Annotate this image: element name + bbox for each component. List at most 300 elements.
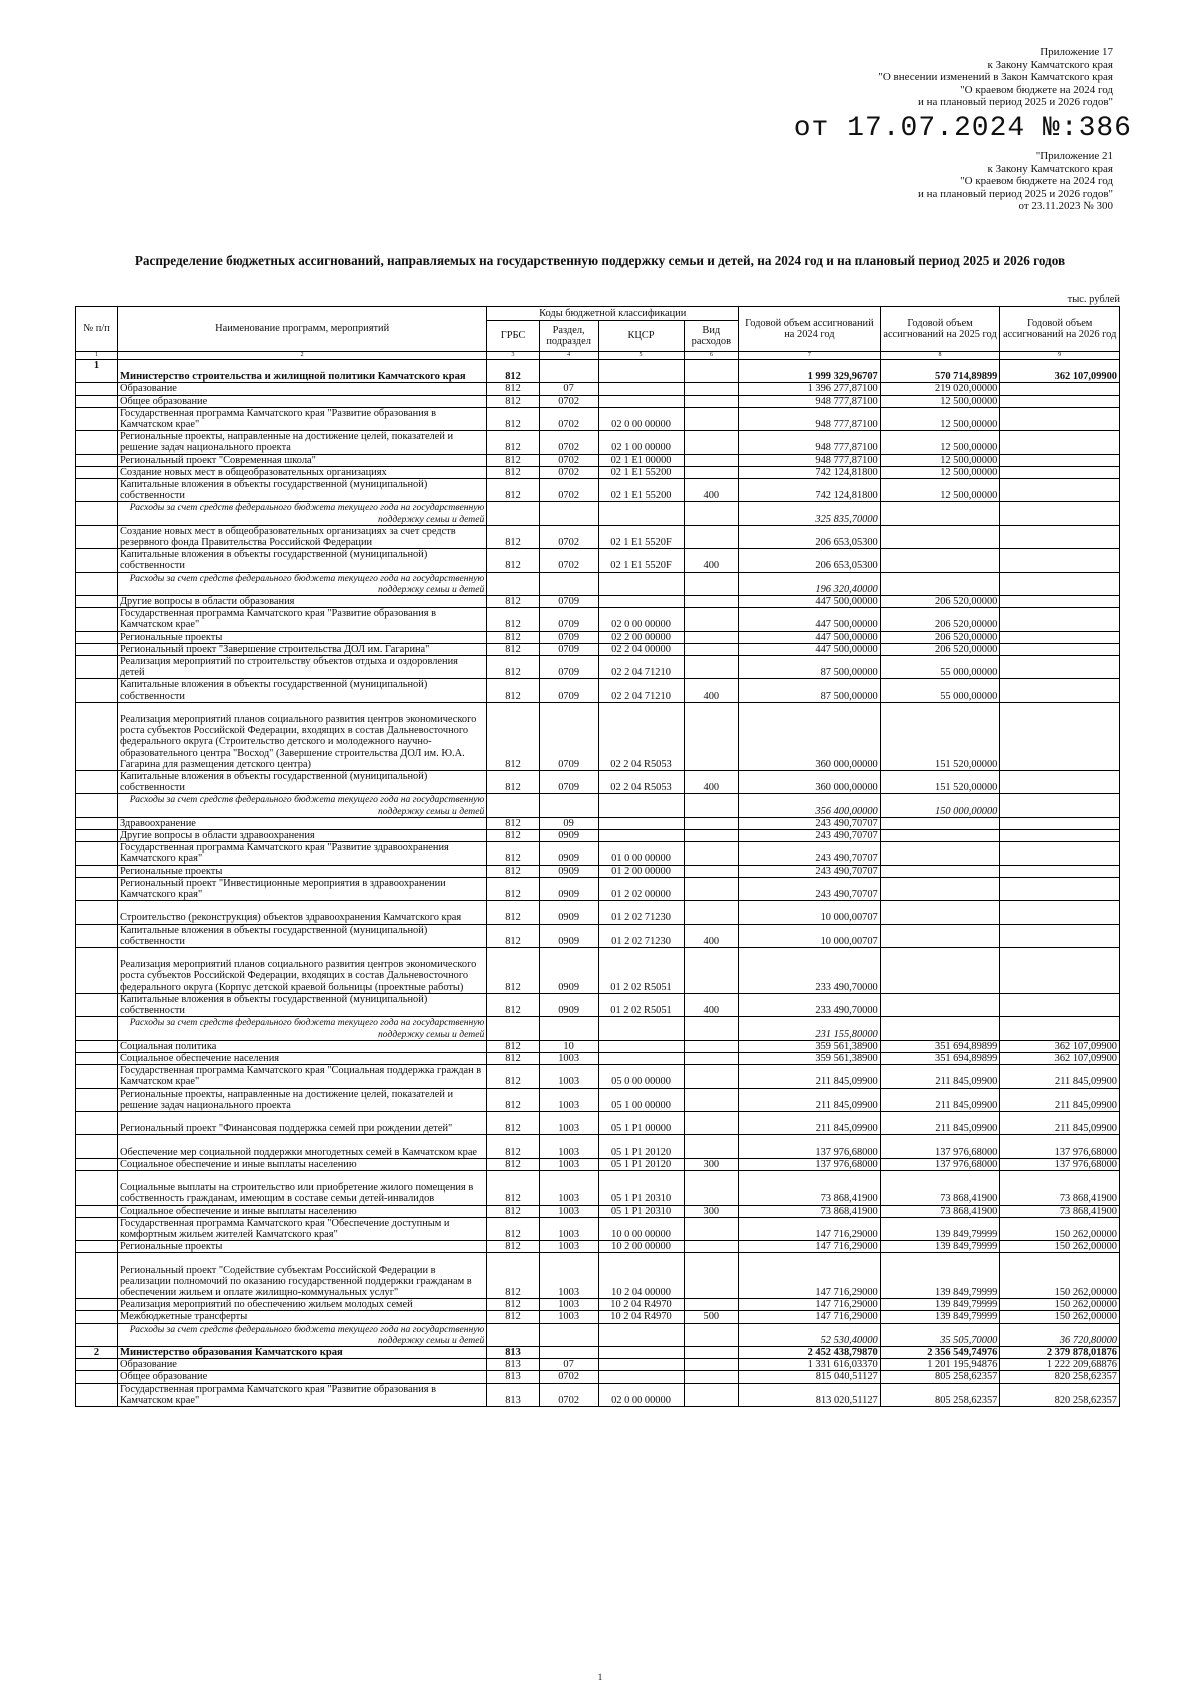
amount-2024: 742 124,81800 [739, 479, 881, 502]
row-num [76, 830, 118, 842]
grbs-cell: 812 [487, 549, 539, 572]
table-row [76, 1217, 1120, 1240]
kcsr-cell: 02 0 00 00000 [598, 1383, 684, 1406]
grbs-cell [487, 572, 539, 595]
razdel-cell: 1003 [539, 1205, 598, 1217]
kcsr-cell: 10 2 04 00000 [598, 1253, 684, 1299]
row-num [76, 1311, 118, 1323]
row-num [76, 608, 118, 631]
row-name: Региональный проект "Инвестиционные мероприятия в здравоохранении Камчатского края" [117, 877, 486, 900]
amount-2024: 10 000,00707 [739, 901, 881, 924]
amount-2025: 219 020,00000 [880, 383, 1000, 395]
row-num [76, 817, 118, 829]
appendix-header-bottom [918, 150, 1113, 213]
kcsr-cell: 05 1 Р1 20310 [598, 1205, 684, 1217]
grbs-cell: 812 [487, 679, 539, 702]
amount-2025: 139 849,79999 [880, 1217, 1000, 1240]
amount-2026: 137 976,68000 [1000, 1158, 1120, 1170]
amount-2026: 73 868,41900 [1000, 1170, 1120, 1205]
razdel-cell: 1003 [539, 1088, 598, 1111]
amount-2024: 360 000,00000 [739, 771, 881, 794]
amount-2025 [880, 877, 1000, 900]
row-num [76, 702, 118, 770]
amount-2026 [1000, 383, 1120, 395]
amount-2024: 137 976,68000 [739, 1158, 881, 1170]
razdel-cell: 0709 [539, 771, 598, 794]
amount-2024: 243 490,70707 [739, 842, 881, 865]
vid-cell [684, 1241, 739, 1253]
amount-2026: 820 258,62357 [1000, 1383, 1120, 1406]
razdel-cell: 1003 [539, 1111, 598, 1134]
row-num [76, 865, 118, 877]
kcsr-cell: 02 0 00 00000 [598, 608, 684, 631]
amount-2025: 137 976,68000 [880, 1158, 1000, 1170]
col-vid-header: Вид расходов [684, 321, 739, 352]
amount-2026 [1000, 830, 1120, 842]
grbs-cell: 812 [487, 1135, 539, 1158]
amount-2026: 150 262,00000 [1000, 1253, 1120, 1299]
amount-2026 [1000, 407, 1120, 430]
razdel-cell: 0709 [539, 643, 598, 655]
kcsr-cell: 05 1 Р1 20310 [598, 1170, 684, 1205]
amount-2024: 948 777,87100 [739, 407, 881, 430]
row-name: Региональный проект "Содействие субъектам Российской Федерации в реализации полномочий по оказанию государственной поддержки гражданам в обеспечении жильем и оплате жилищно-коммунальных услуг" [117, 1253, 486, 1299]
grbs-cell [487, 1017, 539, 1040]
column-index: 3 [487, 352, 539, 360]
row-name: Региональные проекты, направленные на достижение целей, показателей и решение задач национального проекта [117, 1088, 486, 1111]
vid-cell [684, 1217, 739, 1240]
row-num [76, 877, 118, 900]
grbs-cell: 812 [487, 1311, 539, 1323]
amount-2025: 150 000,00000 [880, 794, 1000, 817]
grbs-cell: 812 [487, 656, 539, 679]
razdel-cell: 1003 [539, 1253, 598, 1299]
table-row [76, 383, 1120, 395]
grbs-cell: 812 [487, 466, 539, 478]
row-name: Расходы за счет средств федерального бюджета текущего года на государственную поддержку семьи и детей [117, 794, 486, 817]
razdel-cell: 0709 [539, 608, 598, 631]
kcsr-cell: 02 0 00 00000 [598, 407, 684, 430]
kcsr-cell [598, 1017, 684, 1040]
kcsr-cell: 02 1 Е1 5520F [598, 525, 684, 548]
grbs-cell: 812 [487, 771, 539, 794]
col-grbs-header: ГРБС [487, 321, 539, 352]
amount-2025: 12 500,00000 [880, 454, 1000, 466]
header-line: к Закону Камчатского края [987, 58, 1113, 71]
kcsr-cell: 05 1 Р1 20120 [598, 1158, 684, 1170]
grbs-cell [487, 794, 539, 817]
razdel-cell: 0702 [539, 525, 598, 548]
amount-2025 [880, 1017, 1000, 1040]
vid-cell [684, 877, 739, 900]
razdel-cell: 0702 [539, 479, 598, 502]
table-row [76, 1158, 1120, 1170]
row-num [76, 1052, 118, 1064]
kcsr-cell: 02 1 Е1 55200 [598, 479, 684, 502]
amount-2024: 233 490,70000 [739, 948, 881, 994]
grbs-cell [487, 1323, 539, 1346]
amount-2026: 2 379 878,01876 [1000, 1346, 1120, 1358]
row-num [76, 1111, 118, 1134]
amount-2026 [1000, 901, 1120, 924]
kcsr-cell: 02 1 00 00000 [598, 431, 684, 454]
row-name: Социальное обеспечение и иные выплаты населению [117, 1158, 486, 1170]
table-row [76, 771, 1120, 794]
amount-2024: 206 653,05300 [739, 525, 881, 548]
amount-2025 [880, 993, 1000, 1016]
razdel-cell: 10 [539, 1040, 598, 1052]
amount-2026 [1000, 454, 1120, 466]
amount-2024: 206 653,05300 [739, 549, 881, 572]
vid-cell: 400 [684, 549, 739, 572]
appendix-header-top [878, 46, 1113, 109]
vid-cell [684, 1253, 739, 1299]
table-row [76, 643, 1120, 655]
amount-2024: 147 716,29000 [739, 1253, 881, 1299]
amount-2025 [880, 948, 1000, 994]
header-line: "О внесении изменений в Закон Камчатского края [878, 71, 1113, 83]
federal-note-row [76, 502, 1120, 525]
amount-2026 [1000, 842, 1120, 865]
vid-cell [684, 631, 739, 643]
amount-2025 [880, 830, 1000, 842]
amount-2025: 139 849,79999 [880, 1311, 1000, 1323]
amount-2026 [1000, 679, 1120, 702]
amount-2024: 243 490,70707 [739, 877, 881, 900]
row-name: Капитальные вложения в объекты государственной (муниципальной) собственности [117, 924, 486, 947]
kcsr-cell: 01 0 00 00000 [598, 842, 684, 865]
row-num [76, 656, 118, 679]
kcsr-cell: 02 2 04 71210 [598, 679, 684, 702]
table-row [76, 407, 1120, 430]
budget-table [75, 306, 1120, 1407]
row-name: Региональный проект "Современная школа" [117, 454, 486, 466]
vid-cell [684, 643, 739, 655]
row-num [76, 1040, 118, 1052]
amount-2026: 150 262,00000 [1000, 1311, 1120, 1323]
amount-2025: 570 714,89899 [880, 360, 1000, 383]
kcsr-cell: 05 1 00 00000 [598, 1088, 684, 1111]
razdel-cell: 1003 [539, 1299, 598, 1311]
razdel-cell [539, 572, 598, 595]
table-row [76, 1170, 1120, 1205]
row-name: Общее образование [117, 1371, 486, 1383]
row-num [76, 1170, 118, 1205]
amount-2024: 1 331 616,03370 [739, 1359, 881, 1371]
table-row [76, 1311, 1120, 1323]
header-line: и на плановый период 2025 и 2026 годов" [917, 187, 1113, 200]
amount-2026 [1000, 924, 1120, 947]
row-name: Социальные выплаты на строительство или приобретение жилого помещения в собственность гражданам, имеющим в составе семьи детей-инвалидов [117, 1170, 486, 1205]
ministry-row [76, 1346, 1120, 1358]
razdel-cell: 0702 [539, 454, 598, 466]
amount-2025 [880, 502, 1000, 525]
grbs-cell: 812 [487, 395, 539, 407]
row-num [76, 407, 118, 430]
grbs-cell [487, 502, 539, 525]
vid-cell [684, 1371, 739, 1383]
row-name: Государственная программа Камчатского края "Развитие здравоохранения Камчатского края" [117, 842, 486, 865]
amount-2025: 137 976,68000 [880, 1135, 1000, 1158]
razdel-cell: 0709 [539, 679, 598, 702]
vid-cell [684, 608, 739, 631]
amount-2024: 196 320,40000 [739, 572, 881, 595]
vid-cell [684, 1040, 739, 1052]
amount-2025 [880, 817, 1000, 829]
table-row [76, 924, 1120, 947]
razdel-cell: 0702 [539, 407, 598, 430]
amount-2025: 351 694,89899 [880, 1040, 1000, 1052]
vid-cell [684, 702, 739, 770]
amount-2026 [1000, 431, 1120, 454]
amount-2024: 948 777,87100 [739, 454, 881, 466]
row-num [76, 1135, 118, 1158]
amount-2024: 10 000,00707 [739, 924, 881, 947]
razdel-cell: 0709 [539, 702, 598, 770]
razdel-cell [539, 502, 598, 525]
razdel-cell: 0709 [539, 631, 598, 643]
amount-2025 [880, 924, 1000, 947]
row-num [76, 1383, 118, 1406]
razdel-cell: 1003 [539, 1311, 598, 1323]
table-row [76, 596, 1120, 608]
table-row [76, 1052, 1120, 1064]
razdel-cell: 0702 [539, 466, 598, 478]
grbs-cell: 812 [487, 924, 539, 947]
row-num: 1 [76, 360, 118, 383]
razdel-cell: 1003 [539, 1170, 598, 1205]
razdel-cell: 1003 [539, 1065, 598, 1088]
grbs-cell: 812 [487, 383, 539, 395]
row-num [76, 993, 118, 1016]
amount-2024: 447 500,00000 [739, 608, 881, 631]
amount-2026 [1000, 771, 1120, 794]
table-row [76, 948, 1120, 994]
amount-2026 [1000, 1017, 1120, 1040]
table-row [76, 702, 1120, 770]
table-row [76, 1205, 1120, 1217]
row-num [76, 1241, 118, 1253]
amount-2024: 231 155,80000 [739, 1017, 881, 1040]
vid-cell [684, 1383, 739, 1406]
amount-2026 [1000, 525, 1120, 548]
kcsr-cell: 02 1 Е1 00000 [598, 454, 684, 466]
row-name: Капитальные вложения в объекты государственной (муниципальной) собственности [117, 549, 486, 572]
table-row [76, 679, 1120, 702]
kcsr-cell [598, 572, 684, 595]
row-num [76, 771, 118, 794]
amount-2024: 52 530,40000 [739, 1323, 881, 1346]
row-num [76, 466, 118, 478]
vid-cell [684, 817, 739, 829]
amount-2024: 211 845,09900 [739, 1111, 881, 1134]
row-num [76, 1323, 118, 1346]
row-num [76, 901, 118, 924]
amount-2024: 147 716,29000 [739, 1217, 881, 1240]
amount-2026: 362 107,09900 [1000, 1040, 1120, 1052]
amount-2024: 813 020,51127 [739, 1383, 881, 1406]
amount-2025: 805 258,62357 [880, 1371, 1000, 1383]
amount-2025: 2 356 549,74976 [880, 1346, 1000, 1358]
table-row [76, 901, 1120, 924]
table-row [76, 431, 1120, 454]
table-row [76, 993, 1120, 1016]
table-row [76, 656, 1120, 679]
grbs-cell: 812 [487, 407, 539, 430]
amount-2025: 55 000,00000 [880, 656, 1000, 679]
row-name: Реализация мероприятий планов социального развития центров экономического роста субъектов Российской Федерации, входящих в состав Дальневосточного федерального округа (Корпус детской краевой больницы (проектные работы) [117, 948, 486, 994]
table-row [76, 1371, 1120, 1383]
amount-2025: 206 520,00000 [880, 631, 1000, 643]
kcsr-cell: 10 0 00 00000 [598, 1217, 684, 1240]
table-row [76, 1065, 1120, 1088]
col-num-header: № п/п [76, 307, 118, 352]
amount-2025: 206 520,00000 [880, 596, 1000, 608]
row-num [76, 1253, 118, 1299]
amount-2024: 360 000,00000 [739, 702, 881, 770]
grbs-cell: 812 [487, 993, 539, 1016]
amount-2024: 1 396 277,87100 [739, 383, 881, 395]
grbs-cell: 812 [487, 1253, 539, 1299]
kcsr-cell [598, 502, 684, 525]
table-row [76, 865, 1120, 877]
amount-2025: 206 520,00000 [880, 643, 1000, 655]
vid-cell [684, 1170, 739, 1205]
row-num [76, 1371, 118, 1383]
row-name: Другие вопросы в области здравоохранения [117, 830, 486, 842]
row-name: Межбюджетные трансферты [117, 1311, 486, 1323]
table-row [76, 1111, 1120, 1134]
vid-cell: 400 [684, 479, 739, 502]
razdel-cell [539, 794, 598, 817]
table-row [76, 842, 1120, 865]
table-row [76, 817, 1120, 829]
header-line: "Приложение 21 [1035, 150, 1113, 162]
grbs-cell: 812 [487, 1111, 539, 1134]
amount-2024: 147 716,29000 [739, 1311, 881, 1323]
row-name: Создание новых мест в общеобразовательных организациях за счет средств резервного фонда Правительства Российской Федерации [117, 525, 486, 548]
row-num [76, 794, 118, 817]
table-row [76, 1040, 1120, 1052]
razdel-cell [539, 1323, 598, 1346]
razdel-cell: 1003 [539, 1158, 598, 1170]
column-index: 4 [539, 352, 598, 360]
kcsr-cell: 01 2 00 00000 [598, 865, 684, 877]
column-index-row [76, 352, 1120, 360]
grbs-cell: 813 [487, 1371, 539, 1383]
table-row [76, 549, 1120, 572]
amount-2026: 820 258,62357 [1000, 1371, 1120, 1383]
kcsr-cell: 02 1 Е1 5520F [598, 549, 684, 572]
amount-2026 [1000, 479, 1120, 502]
row-num [76, 572, 118, 595]
column-index: 9 [1000, 352, 1120, 360]
col-2025-header: Годовой объем ассигнований на 2025 год [880, 307, 1000, 352]
grbs-cell: 812 [487, 1241, 539, 1253]
amount-2026: 137 976,68000 [1000, 1135, 1120, 1158]
grbs-cell: 813 [487, 1383, 539, 1406]
kcsr-cell [598, 395, 684, 407]
razdel-cell: 0909 [539, 924, 598, 947]
vid-cell: 500 [684, 1311, 739, 1323]
col-2026-header: Годовой объем ассигнований на 2026 год [1000, 307, 1120, 352]
amount-2025 [880, 865, 1000, 877]
amount-2024: 243 490,70707 [739, 817, 881, 829]
row-name: Капитальные вложения в объекты государственной (муниципальной) собственности [117, 679, 486, 702]
amount-2025: 1 201 195,94876 [880, 1359, 1000, 1371]
vid-cell: 300 [684, 1205, 739, 1217]
page-number: 1 [597, 1672, 603, 1682]
amount-2024: 243 490,70707 [739, 830, 881, 842]
razdel-cell: 0702 [539, 1371, 598, 1383]
kcsr-cell: 01 2 02 00000 [598, 877, 684, 900]
grbs-cell: 812 [487, 901, 539, 924]
kcsr-cell [598, 383, 684, 395]
amount-2025: 139 849,79999 [880, 1253, 1000, 1299]
amount-2026 [1000, 877, 1120, 900]
amount-2025: 139 849,79999 [880, 1299, 1000, 1311]
row-name: Реализация мероприятий планов социального развития центров экономического роста субъектов Российской Федерации, входящих в состав Дальневосточного федерального округа (Строительство детского и молодежного научно-образовательного центра "Восход" (Завершение строительства ДОЛ им. Ю.А. Гагарина для размещения детского центра) [117, 702, 486, 770]
kcsr-cell [598, 1323, 684, 1346]
kcsr-cell: 01 2 02 71230 [598, 924, 684, 947]
row-num [76, 924, 118, 947]
vid-cell: 300 [684, 1158, 739, 1170]
federal-note-row [76, 1323, 1120, 1346]
razdel-cell: 0909 [539, 842, 598, 865]
vid-cell [684, 794, 739, 817]
amount-2025: 805 258,62357 [880, 1383, 1000, 1406]
amount-2026: 150 262,00000 [1000, 1217, 1120, 1240]
amount-2026: 150 262,00000 [1000, 1299, 1120, 1311]
amount-2025: 139 849,79999 [880, 1241, 1000, 1253]
razdel-cell: 0702 [539, 549, 598, 572]
amount-2025: 206 520,00000 [880, 608, 1000, 631]
kcsr-cell: 10 2 04 R4970 [598, 1311, 684, 1323]
grbs-cell: 812 [487, 479, 539, 502]
vid-cell [684, 656, 739, 679]
amount-2026 [1000, 794, 1120, 817]
federal-note-row [76, 1017, 1120, 1040]
razdel-cell: 09 [539, 817, 598, 829]
kcsr-cell: 02 2 04 71210 [598, 656, 684, 679]
amount-2025 [880, 842, 1000, 865]
amount-2026 [1000, 549, 1120, 572]
amount-2024: 447 500,00000 [739, 643, 881, 655]
amount-2026: 362 107,09900 [1000, 1052, 1120, 1064]
amount-2024: 815 040,51127 [739, 1371, 881, 1383]
kcsr-cell [598, 360, 684, 383]
amount-2024: 742 124,81800 [739, 466, 881, 478]
col-kcsr-header: КЦСР [598, 321, 684, 352]
amount-2026 [1000, 993, 1120, 1016]
grbs-cell: 812 [487, 1088, 539, 1111]
vid-cell: 400 [684, 771, 739, 794]
amount-2026 [1000, 631, 1120, 643]
razdel-cell [539, 360, 598, 383]
amount-2024: 325 835,70000 [739, 502, 881, 525]
row-name: Региональные проекты [117, 1241, 486, 1253]
vid-cell [684, 948, 739, 994]
amount-2024: 87 500,00000 [739, 656, 881, 679]
grbs-cell: 812 [487, 608, 539, 631]
header-line: "О краевом бюджете на 2024 год [960, 83, 1113, 96]
razdel-cell: 0909 [539, 993, 598, 1016]
row-num [76, 502, 118, 525]
kcsr-cell: 02 1 Е1 55200 [598, 466, 684, 478]
row-name: Капитальные вложения в объекты государственной (муниципальной) собственности [117, 479, 486, 502]
row-num [76, 948, 118, 994]
grbs-cell: 812 [487, 643, 539, 655]
